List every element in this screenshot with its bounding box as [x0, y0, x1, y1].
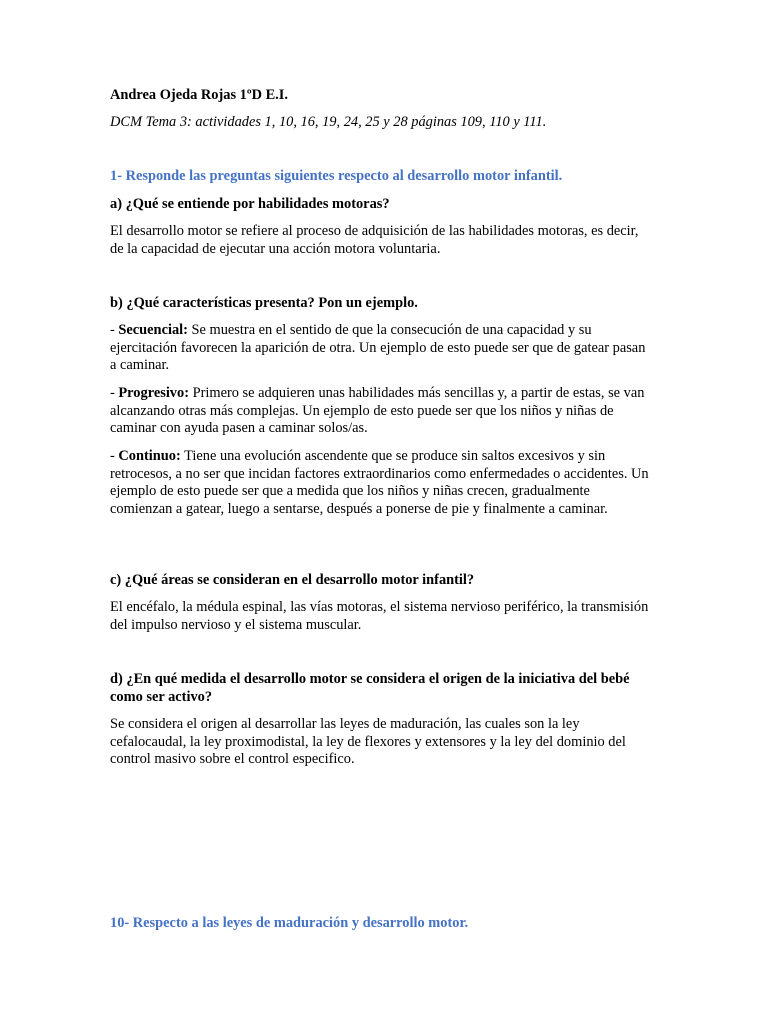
characteristic-text: Primero se adquieren unas habilidades más sencillas y, a partir de estas, se van alcanzando otras más complejas. Un ejemplo de esto puede ser que los niños y niñas de caminar con ayuda pasen a caminar solos/as.: [110, 385, 645, 437]
question-d: d) ¿En qué medida el desarrollo motor se considera el origen de la iniciativa del bebé como ser activo?: [110, 671, 630, 705]
bullet-prefix: -: [110, 322, 119, 338]
characteristic-progresivo: [110, 385, 650, 438]
question-b: b) ¿Qué características presenta? Pon un ejemplo.: [110, 295, 418, 311]
answer-a: El desarrollo motor se refiere al proceso de adquisición de las habilidades motoras, es decir, de la capacidad de ejecutar una acción motora voluntaria.: [110, 223, 639, 257]
characteristic-term: Continuo:: [118, 448, 181, 464]
characteristic-term: Secuencial:: [118, 322, 188, 338]
subject-line: DCM Tema 3: actividades 1, 10, 16, 19, 24, 25 y 28 páginas 109, 110 y 111.: [110, 114, 547, 130]
characteristic-secuencial: [110, 322, 650, 375]
activity-10-heading: 10- Respecto a las leyes de maduración y desarrollo motor.: [110, 915, 469, 931]
bullet-prefix: -: [110, 385, 119, 401]
characteristic-continuo: [110, 448, 650, 518]
author-line: Andrea Ojeda Rojas 1ºD E.I.: [110, 87, 288, 103]
characteristic-term: Progresivo:: [118, 385, 189, 401]
activity-1-heading: 1- Responde las preguntas siguientes respecto al desarrollo motor infantil.: [110, 168, 563, 184]
answer-c: El encéfalo, la médula espinal, las vías motoras, el sistema nervioso periférico, la transmisión del impulso nervioso y el sistema muscular.: [110, 599, 649, 633]
characteristic-text: Se muestra en el sentido de que la consecución de una capacidad y su ejercitación favorecen la aparición de otra. Un ejemplo de esto puede ser que de gatear pasan a caminar.: [110, 322, 646, 374]
question-a: a) ¿Qué se entiende por habilidades motoras?: [110, 196, 390, 212]
bullet-prefix: -: [110, 448, 119, 464]
characteristic-text: Tiene una evolución ascendente que se produce sin saltos excesivos y sin retrocesos, a no ser que incidan factores extraordinarios como enfermedades o accidentes. Un ejemplo de esto puede ser que a medida que los niños y niñas crecen, gradualmente comienzan a gatear, luego a sentarse, después a ponerse de pie y finalmente a caminar.: [110, 448, 649, 517]
question-c: c) ¿Qué áreas se consideran en el desarrollo motor infantil?: [110, 572, 475, 588]
answer-d: Se considera el origen al desarrollar las leyes de maduración, las cuales son la ley cefalocaudal, la ley proximodistal, la ley de flexores y extensores y la ley del dominio del control masivo sobre el control especifico.: [110, 716, 626, 768]
